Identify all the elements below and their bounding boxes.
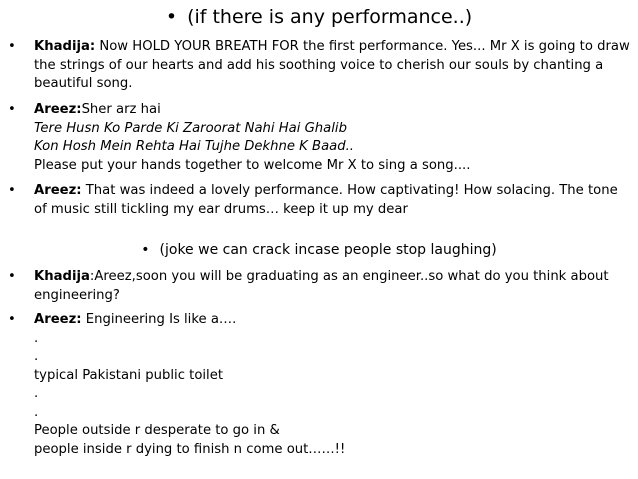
bullet-line: . <box>34 349 39 364</box>
bullet-paragraph <box>34 268 634 305</box>
speaker-name: Areez: <box>34 102 82 117</box>
bullet-text: Sher arz hai <box>81 102 161 117</box>
bullet-text: That was indeed a lovely performance. How captivating! How solacing. The tone of music still tickling my ear drums… keep it up my dear <box>34 183 618 217</box>
speaker-name: Areez: <box>34 183 82 198</box>
poetry-line: Tere Husn Ko Parde Ki Zaroorat Nahi Hai Ghalib <box>34 120 347 136</box>
poetry-line: Kon Hosh Mein Rehta Hai Tujhe Dekhne K Baad.. <box>34 139 354 154</box>
bullet-line: . <box>34 386 39 401</box>
bullet-line: Please put your hands together to welcome Mr X to sing a song.... <box>34 157 471 173</box>
bullet-marker: • <box>8 312 16 327</box>
bullet-line: . <box>34 330 39 346</box>
bullet-marker: • <box>8 269 16 284</box>
bullet-body <box>34 101 634 175</box>
bullet-marker: • <box>8 102 16 117</box>
section-heading-performance <box>0 4 638 30</box>
bullet-text: Engineering Is like a…. <box>81 312 237 327</box>
bullet-paragraph <box>34 38 634 94</box>
bullet-line <box>34 311 634 330</box>
bullet-line: typical Pakistani public toilet <box>34 367 223 383</box>
speaker-name: Khadija: <box>34 39 96 54</box>
heading-text: (if there is any performance..) <box>187 6 473 28</box>
bullet-line: People outside r desperate to go in & <box>34 423 280 438</box>
bullet-marker: • <box>141 242 150 258</box>
bullet-text: Now HOLD YOUR BREATH FOR the first performance. Yes... Mr X is going to draw the strings of our hearts and add his soothing voice to cherish our souls by chanting a beautiful song. <box>34 39 630 91</box>
bullet-line <box>34 101 634 120</box>
speaker-name: Khadija <box>34 269 90 284</box>
bullet-marker: • <box>8 183 16 198</box>
section-heading-joke <box>0 240 638 260</box>
speaker-name: Areez: <box>34 312 82 327</box>
bullet-text: :Areez,soon you will be graduating as an engineer..so what do you think about engineering? <box>34 269 609 303</box>
bullet-line: people inside r dying to finish n come out……!! <box>34 441 346 457</box>
bullet-marker: • <box>165 6 178 28</box>
bullet-marker: • <box>8 39 16 54</box>
bullet-paragraph <box>34 182 634 219</box>
bullet-body <box>34 268 634 305</box>
bullet-body <box>34 182 634 219</box>
heading-text: (joke we can crack incase people stop laughing) <box>159 242 497 258</box>
bullet-line: . <box>34 404 39 420</box>
bullet-body <box>34 311 634 459</box>
bullet-body <box>34 38 634 94</box>
